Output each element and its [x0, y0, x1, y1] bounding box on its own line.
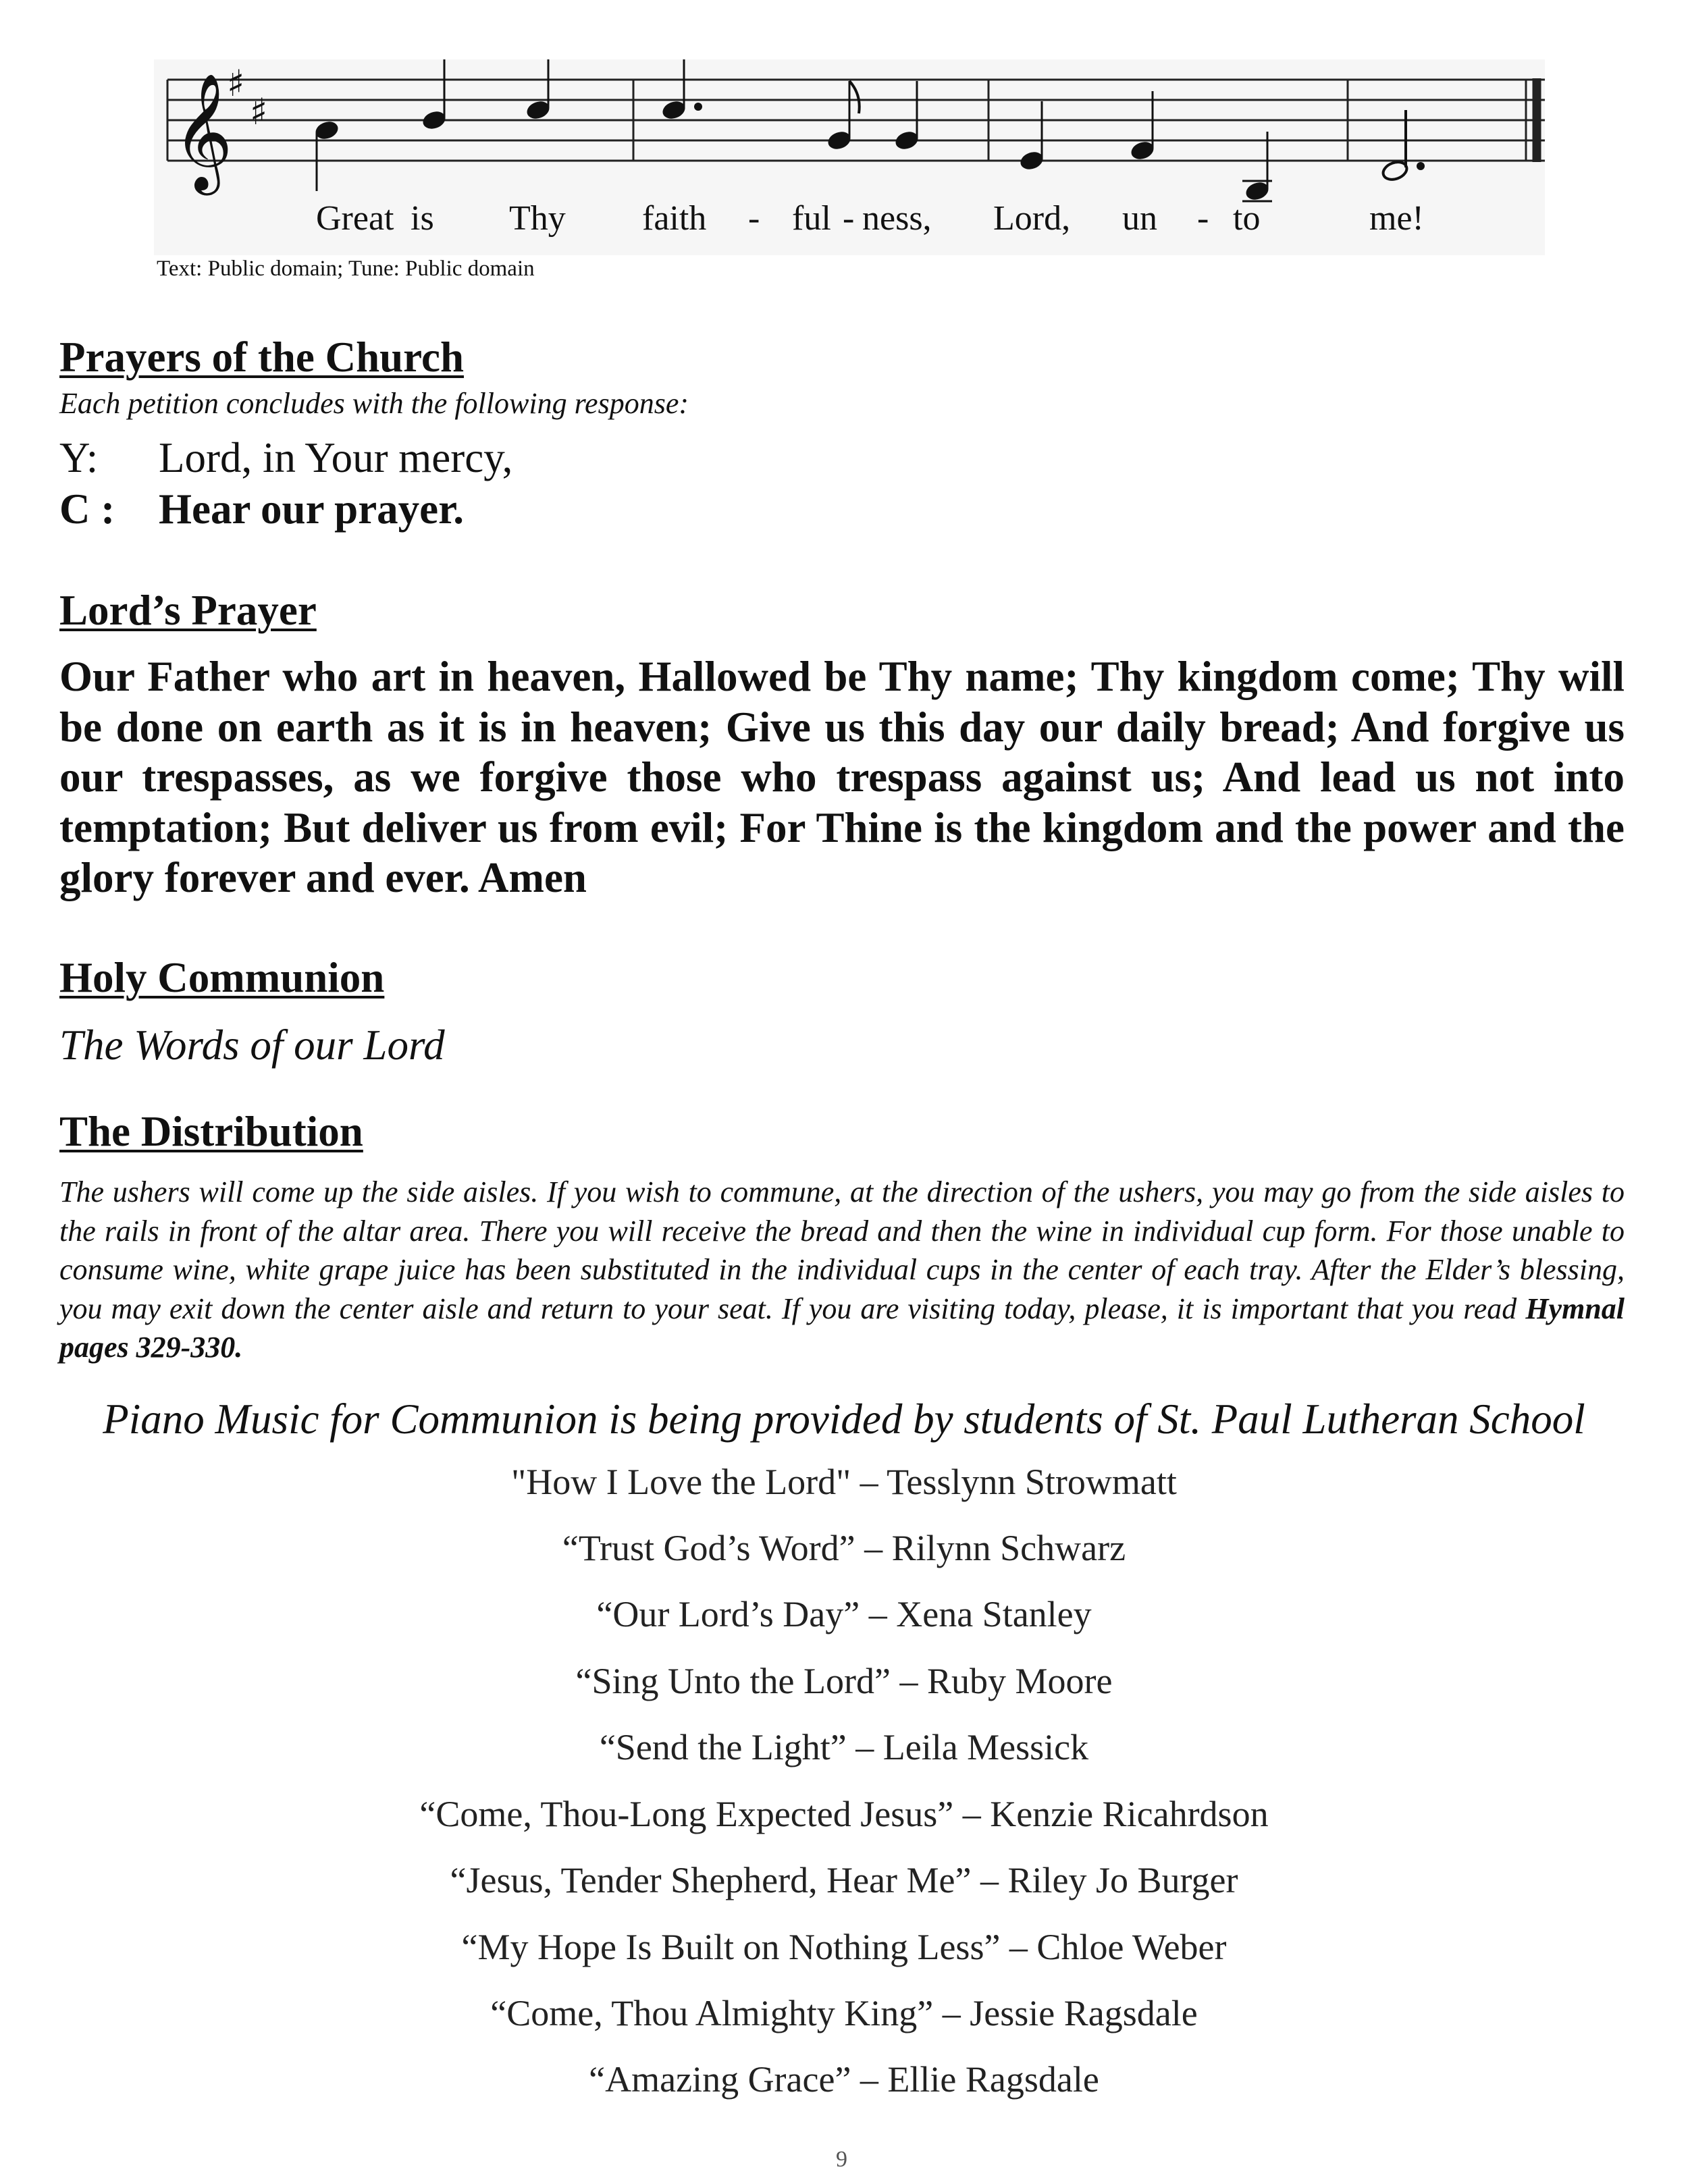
- lyric-syllable: -: [843, 199, 855, 238]
- piano-music-title: Piano Music for Communion is being provided by students of St. Paul Lutheran School: [103, 1395, 1585, 1443]
- piano-piece: “Trust God’s Word” – Rilynn Schwarz: [562, 1528, 1126, 1568]
- lyric-syllable: ness,: [862, 199, 932, 238]
- music-staff: [154, 59, 1545, 255]
- piano-piece: “Come, Thou-Long Expected Jesus” – Kenzie Ricahrdson: [419, 1794, 1269, 1834]
- piano-piece: “Amazing Grace” – Ellie Ragsdale: [589, 2059, 1099, 2100]
- lyric-syllable: Great: [316, 199, 394, 238]
- lords-prayer-text: Our Father who art in heaven, Hallowed be Thy name; Thy kingdom come; Thy will be done on earth as it is in heaven; Give us this day our daily bread; And forgive us our trespasses, as we forgive those who trespass against us; And lead us not into temptation; But deliver us from evil; For Thine is the kingdom and the power and the glory forever and ever. Amen: [59, 653, 1625, 901]
- hymnal-reference: Hymnal pages 329-330.: [59, 1291, 1625, 1364]
- lyric-syllable: Lord,: [993, 199, 1071, 238]
- lyric-syllable: -: [1197, 199, 1209, 238]
- lords-prayer-heading: Lord’s Prayer: [59, 587, 317, 634]
- leader-label: Y:: [59, 434, 99, 481]
- lyric-syllable: Thy: [509, 199, 566, 238]
- lyric-syllable: to: [1233, 199, 1261, 238]
- lyric-syllable: is: [411, 199, 434, 238]
- sharp-icon: ♯: [227, 62, 245, 105]
- piano-piece: “Sing Unto the Lord” – Ruby Moore: [575, 1661, 1113, 1701]
- congregation-text: Hear our prayer.: [159, 485, 465, 533]
- prayers-instruction: Each petition concludes with the following response:: [59, 387, 689, 420]
- lyric-syllable: faith: [642, 199, 707, 238]
- piano-piece: “Jesus, Tender Shepherd, Hear Me” – Riley Jo Burger: [450, 1860, 1238, 1900]
- distribution-body: The ushers will come up the side aisles. If you wish to commune, at the direction of the ushers, you may go from the side aisles to the rails in front of the altar area. There you will receive the bread and then the wine in individual cup form. For those unable to consume wine, white grape juice has been substituted in the individual cups in the center of each tray. After the Elder’s blessing, you may exit down the center aisle and return to your seat. If you are visiting today, please, it is important that you read: [59, 1175, 1625, 1325]
- music-credit: Text: Public domain; Tune: Public domain: [157, 257, 535, 281]
- piano-piece: “Come, Thou Almighty King” – Jessie Ragsdale: [490, 1993, 1198, 2033]
- treble-clef-icon: 𝄞: [173, 73, 233, 190]
- piano-piece: "How I Love the Lord" – Tesslynn Strowmatt: [511, 1462, 1177, 1502]
- holy-communion-heading: Holy Communion: [59, 954, 385, 1001]
- congregation-label: C :: [59, 485, 115, 533]
- piano-piece: “Our Lord’s Day” – Xena Stanley: [596, 1594, 1092, 1634]
- page-number: 9: [836, 2147, 847, 2172]
- piano-piece: “Send the Light” – Leila Messick: [599, 1727, 1089, 1767]
- sharp-icon: ♯: [250, 90, 268, 133]
- leader-text: Lord, in Your mercy,: [159, 434, 513, 481]
- prayers-heading: Prayers of the Church: [59, 334, 464, 381]
- distribution-heading: The Distribution: [59, 1108, 363, 1155]
- lyric-syllable: -: [748, 199, 760, 238]
- distribution-text: [59, 1173, 1625, 1367]
- holy-communion-subtitle: The Words of our Lord: [59, 1021, 445, 1069]
- lyric-syllable: ful: [792, 199, 831, 238]
- piano-piece: “My Hope Is Built on Nothing Less” – Chloe Weber: [461, 1927, 1227, 1967]
- lyric-syllable: me!: [1369, 199, 1424, 238]
- lyric-syllable: un: [1122, 199, 1157, 238]
